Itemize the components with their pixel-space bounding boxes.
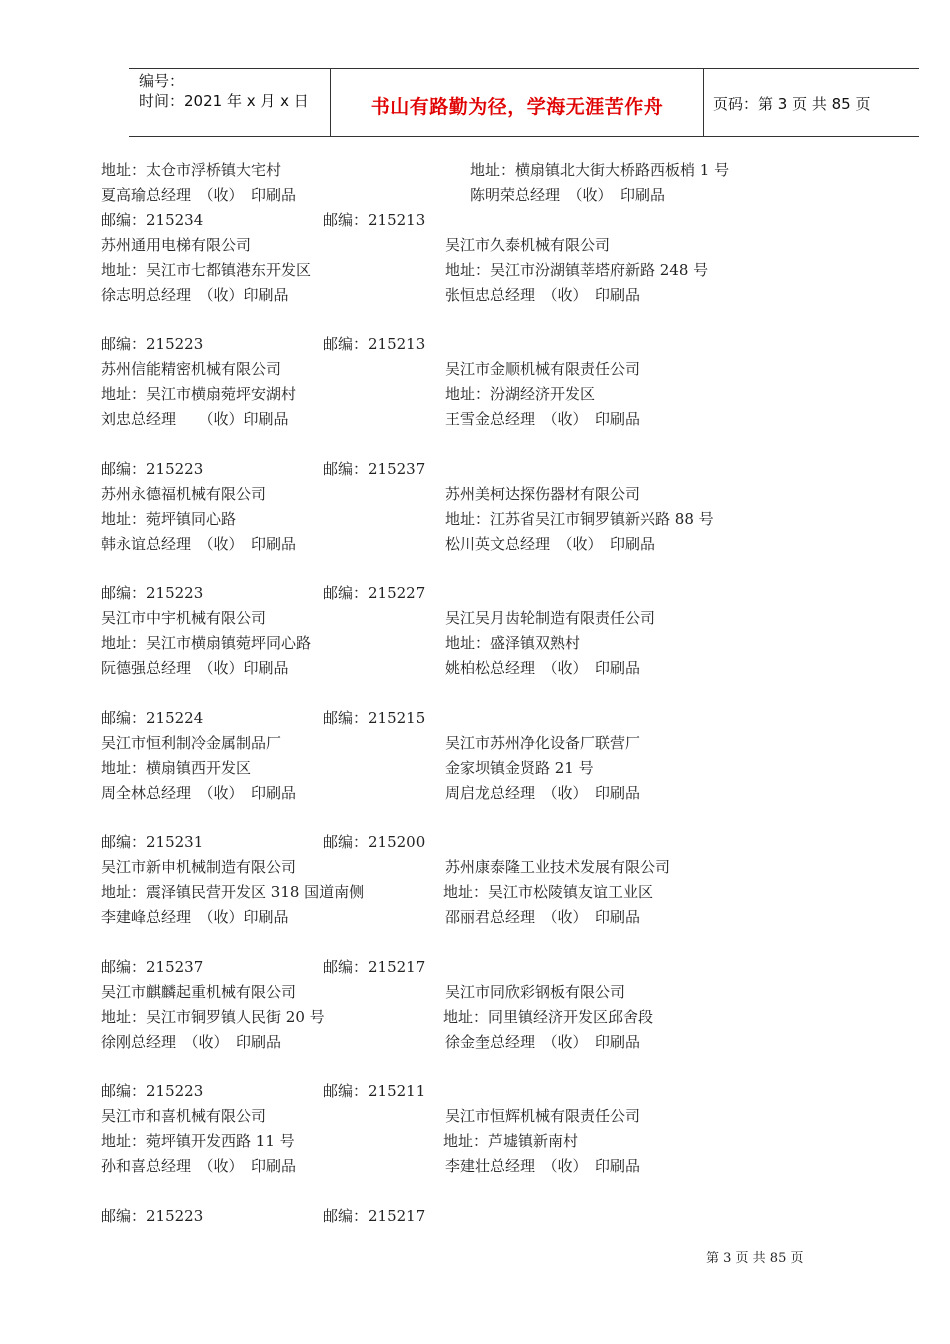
contact-line: 孙和喜总经理 （收） 印刷品 bbox=[101, 1157, 297, 1175]
contact-line: 陈明荣总经理 （收） 印刷品 bbox=[470, 186, 666, 204]
contact-line: 邵丽君总经理 （收） 印刷品 bbox=[445, 908, 641, 926]
contact-line: 周全林总经理 （收） 印刷品 bbox=[101, 784, 297, 802]
address-line: 地址：菀坪镇同心路 bbox=[101, 510, 237, 528]
contact-line: 徐志明总经理 （收）印刷品 bbox=[101, 286, 289, 304]
address-line: 地址：吴江市横扇菀坪安湖村 bbox=[101, 385, 297, 403]
company-name: 苏州信能精密机械有限公司 bbox=[101, 360, 282, 378]
postcode-left: 邮编：215223 bbox=[101, 1207, 204, 1225]
postcode-left: 邮编：215231 bbox=[101, 833, 204, 851]
postcode-left: 邮编：215223 bbox=[101, 584, 204, 602]
address-line: 地址：汾湖经济开发区 bbox=[445, 385, 596, 403]
page-footer: 第 3 页 共 85 页 bbox=[706, 1251, 804, 1266]
company-name: 吴江市麒麟起重机械有限公司 bbox=[101, 983, 297, 1001]
postcode-right: 邮编：215215 bbox=[323, 709, 426, 727]
address-line: 地址：横扇镇西开发区 bbox=[101, 759, 252, 777]
company-name: 吴江市中宇机械有限公司 bbox=[101, 609, 267, 627]
contact-line: 张恒忠总经理 （收） 印刷品 bbox=[445, 286, 641, 304]
address-line: 地址：吴江市松陵镇友谊工业区 bbox=[443, 883, 654, 901]
company-name: 吴江市恒辉机械有限责任公司 bbox=[445, 1107, 641, 1125]
address-line: 地址：吴江市七都镇港东开发区 bbox=[101, 261, 312, 279]
postcode-right: 邮编：215211 bbox=[323, 1082, 426, 1100]
company-name: 吴江市金顺机械有限责任公司 bbox=[445, 360, 641, 378]
address-line: 地址：芦墟镇新南村 bbox=[443, 1132, 579, 1150]
postcode-left: 邮编：215234 bbox=[101, 211, 204, 229]
time-label: 时间：2021 年 x 月 x 日 bbox=[139, 92, 309, 110]
company-name: 吴江市同欣彩钢板有限公司 bbox=[445, 983, 626, 1001]
address-line: 地址：横扇镇北大街大桥路西板梢 1 号 bbox=[470, 161, 730, 179]
postcode-left: 邮编：215237 bbox=[101, 958, 204, 976]
contact-line: 徐刚总经理 （收） 印刷品 bbox=[101, 1033, 282, 1051]
postcode-left: 邮编：215224 bbox=[101, 709, 204, 727]
contact-line: 阮德强总经理 （收）印刷品 bbox=[101, 659, 289, 677]
postcode-left: 邮编：215223 bbox=[101, 335, 204, 353]
postcode-right: 邮编：215213 bbox=[323, 335, 426, 353]
address-line: 地址：吴江市铜罗镇人民街 20 号 bbox=[101, 1008, 325, 1026]
document-header bbox=[129, 68, 919, 137]
contact-line: 刘忠总经理 （收）印刷品 bbox=[101, 410, 289, 428]
postcode-right: 邮编：215227 bbox=[323, 584, 426, 602]
contact-line: 李建峰总经理 （收）印刷品 bbox=[101, 908, 289, 926]
contact-line: 王雪金总经理 （收） 印刷品 bbox=[445, 410, 641, 428]
company-name: 苏州康泰隆工业技术发展有限公司 bbox=[445, 858, 671, 876]
postcode-right: 邮编：215217 bbox=[323, 1207, 426, 1225]
address-line: 地址：太仓市浮桥镇大宅村 bbox=[101, 161, 282, 179]
company-name: 苏州通用电梯有限公司 bbox=[101, 236, 252, 254]
address-line: 地址：吴江市横扇镇菀坪同心路 bbox=[101, 634, 312, 652]
header-motto bbox=[331, 69, 703, 136]
contact-line: 夏高瑜总经理 （收） 印刷品 bbox=[101, 186, 297, 204]
contact-line: 韩永谊总经理 （收） 印刷品 bbox=[101, 535, 297, 553]
address-line: 金家坝镇金贤路 21 号 bbox=[445, 759, 594, 777]
company-name: 吴江市新申机械制造有限公司 bbox=[101, 858, 297, 876]
address-line: 地址：菀坪镇开发西路 11 号 bbox=[101, 1132, 295, 1150]
page-info: 页码：第 3 页 共 85 页 bbox=[713, 95, 871, 113]
company-name: 吴江市苏州净化设备厂联营厂 bbox=[445, 734, 641, 752]
company-name: 吴江吴月齿轮制造有限责任公司 bbox=[445, 609, 656, 627]
address-line: 地址：吴江市汾湖镇莘塔府新路 248 号 bbox=[445, 261, 709, 279]
header-meta bbox=[139, 71, 329, 111]
company-name: 吴江市恒利制冷金属制品厂 bbox=[101, 734, 282, 752]
company-name: 吴江市久泰机械有限公司 bbox=[445, 236, 611, 254]
contact-line: 松川英文总经理 （收） 印刷品 bbox=[445, 535, 656, 553]
company-name: 苏州永德福机械有限公司 bbox=[101, 485, 267, 503]
contact-line: 李建壮总经理 （收） 印刷品 bbox=[445, 1157, 641, 1175]
postcode-right: 邮编：215237 bbox=[323, 460, 426, 478]
postcode-right: 邮编：215213 bbox=[323, 211, 426, 229]
address-line: 地址：震泽镇民营开发区 318 国道南侧 bbox=[101, 883, 365, 901]
contact-line: 姚柏松总经理 （收） 印刷品 bbox=[445, 659, 641, 677]
address-line: 地址：同里镇经济开发区邱舍段 bbox=[443, 1008, 654, 1026]
company-name: 吴江市和喜机械有限公司 bbox=[101, 1107, 267, 1125]
header-divider bbox=[703, 69, 704, 136]
contact-line: 徐金奎总经理 （收） 印刷品 bbox=[445, 1033, 641, 1051]
number-label: 编号： bbox=[139, 72, 185, 90]
postcode-left: 邮编：215223 bbox=[101, 460, 204, 478]
address-line: 地址：江苏省吴江市铜罗镇新兴路 88 号 bbox=[445, 510, 714, 528]
motto-text: 书山有路勤为径，学海无涯苦作舟 bbox=[370, 96, 664, 118]
contact-line: 周启龙总经理 （收） 印刷品 bbox=[445, 784, 641, 802]
postcode-left: 邮编：215223 bbox=[101, 1082, 204, 1100]
company-name: 苏州美柯达探伤器材有限公司 bbox=[445, 485, 641, 503]
postcode-right: 邮编：215200 bbox=[323, 833, 426, 851]
address-line: 地址：盛泽镇双熟村 bbox=[445, 634, 581, 652]
postcode-right: 邮编：215217 bbox=[323, 958, 426, 976]
